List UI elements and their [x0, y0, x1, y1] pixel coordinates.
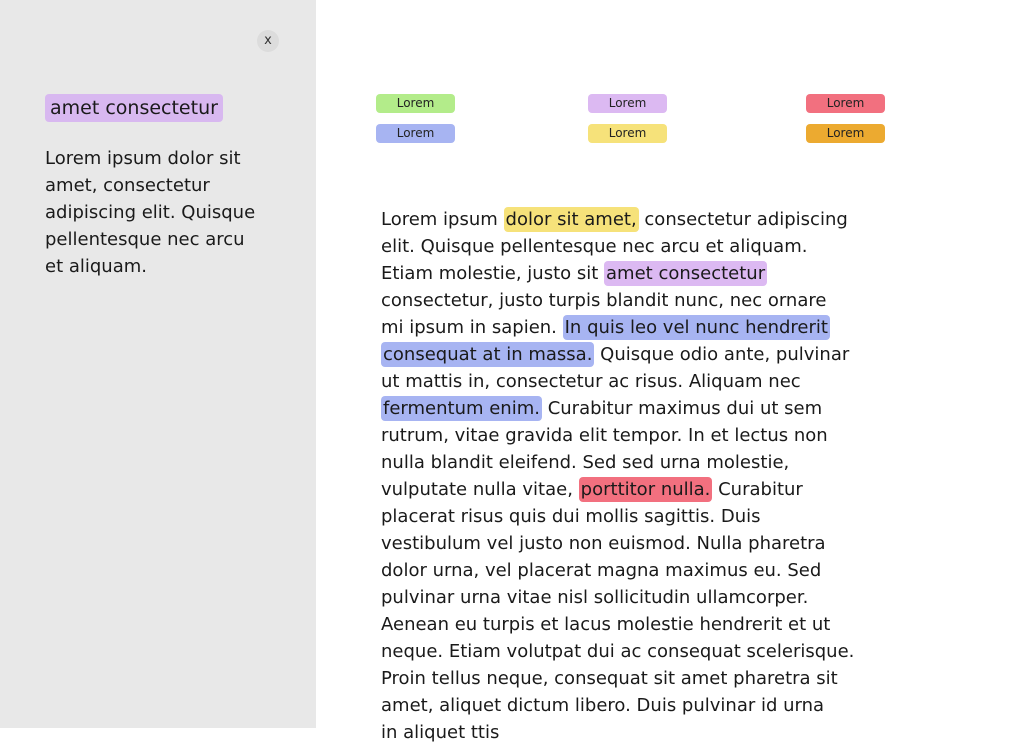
label-chip-red[interactable]: Lorem: [806, 94, 885, 113]
text-run: ut mattis in, consectetur ac risus. Aliquam nec: [381, 371, 801, 392]
close-button[interactable]: x: [257, 30, 279, 52]
text-run: elit. Quisque pellentesque nec arcu et aliquam.: [381, 236, 808, 257]
highlight-purple[interactable]: amet consectetur: [606, 263, 766, 284]
highlight-blue[interactable]: In quis leo vel nunc hendrerit: [564, 317, 828, 338]
text-run: consectetur adipiscing: [638, 209, 848, 230]
label-chip-orange[interactable]: Lorem: [806, 124, 885, 143]
note-line: pellentesque nec arcu: [45, 229, 245, 250]
note-line: adipiscing elit. Quisque: [45, 202, 256, 223]
text-run: Aenean eu turpis et lacus molestie hendrerit et ut: [381, 614, 831, 635]
selected-annotation-tag: amet consectetur: [45, 94, 223, 122]
text-run: amet, aliquet dictum libero. Duis pulvinar id urna: [381, 695, 825, 716]
text-run: mi ipsum in sapien.: [381, 317, 563, 338]
text-run: vulputate nulla vitae,: [381, 479, 579, 500]
article-text: [381, 206, 893, 746]
text-run: placerat risus quis dui mollis sagittis. Duis: [381, 506, 761, 527]
text-run: Curabitur maximus dui ut sem: [541, 398, 823, 419]
text-run: Curabitur: [712, 479, 803, 500]
highlight-blue[interactable]: consequat at in massa.: [383, 344, 593, 365]
highlight-yellow[interactable]: dolor sit amet,: [505, 209, 637, 230]
text-run: consectetur, justo turpis blandit nunc, nec ornare: [381, 290, 827, 311]
text-run: nulla blandit eleifend. Sed sed urna molestie,: [381, 452, 790, 473]
text-run: rutrum, vitae gravida elit tempor. In et lectus non: [381, 425, 828, 446]
label-chip-purple[interactable]: Lorem: [588, 94, 667, 113]
text-run: dolor urna, vel placerat magna maximus eu. Sed: [381, 560, 822, 581]
text-run: in aliquet ttis: [381, 722, 500, 743]
highlight-red[interactable]: porttitor nulla.: [580, 479, 711, 500]
label-chip-blue[interactable]: Lorem: [376, 124, 455, 143]
text-run: Lorem ipsum: [381, 209, 504, 230]
text-run: vestibulum vel justo non euismod. Nulla pharetra: [381, 533, 826, 554]
annotation-sidebar: [0, 0, 316, 728]
annotation-note: [45, 145, 285, 280]
note-line: Lorem ipsum dolor sit: [45, 148, 241, 169]
note-line: amet, consectetur: [45, 175, 210, 196]
text-run: Quisque odio ante, pulvinar: [594, 344, 850, 365]
text-run: Etiam molestie, justo sit: [381, 263, 605, 284]
label-chip-green[interactable]: Lorem: [376, 94, 455, 113]
note-line: et aliquam.: [45, 256, 148, 277]
text-run: pulvinar urna vitae nisl sollicitudin ullamcorper.: [381, 587, 809, 608]
text-run: Proin tellus neque, consequat sit amet pharetra sit: [381, 668, 838, 689]
text-run: neque. Etiam volutpat dui ac consequat scelerisque.: [381, 641, 855, 662]
highlight-blue[interactable]: fermentum enim.: [383, 398, 540, 419]
label-chip-yellow[interactable]: Lorem: [588, 124, 667, 143]
